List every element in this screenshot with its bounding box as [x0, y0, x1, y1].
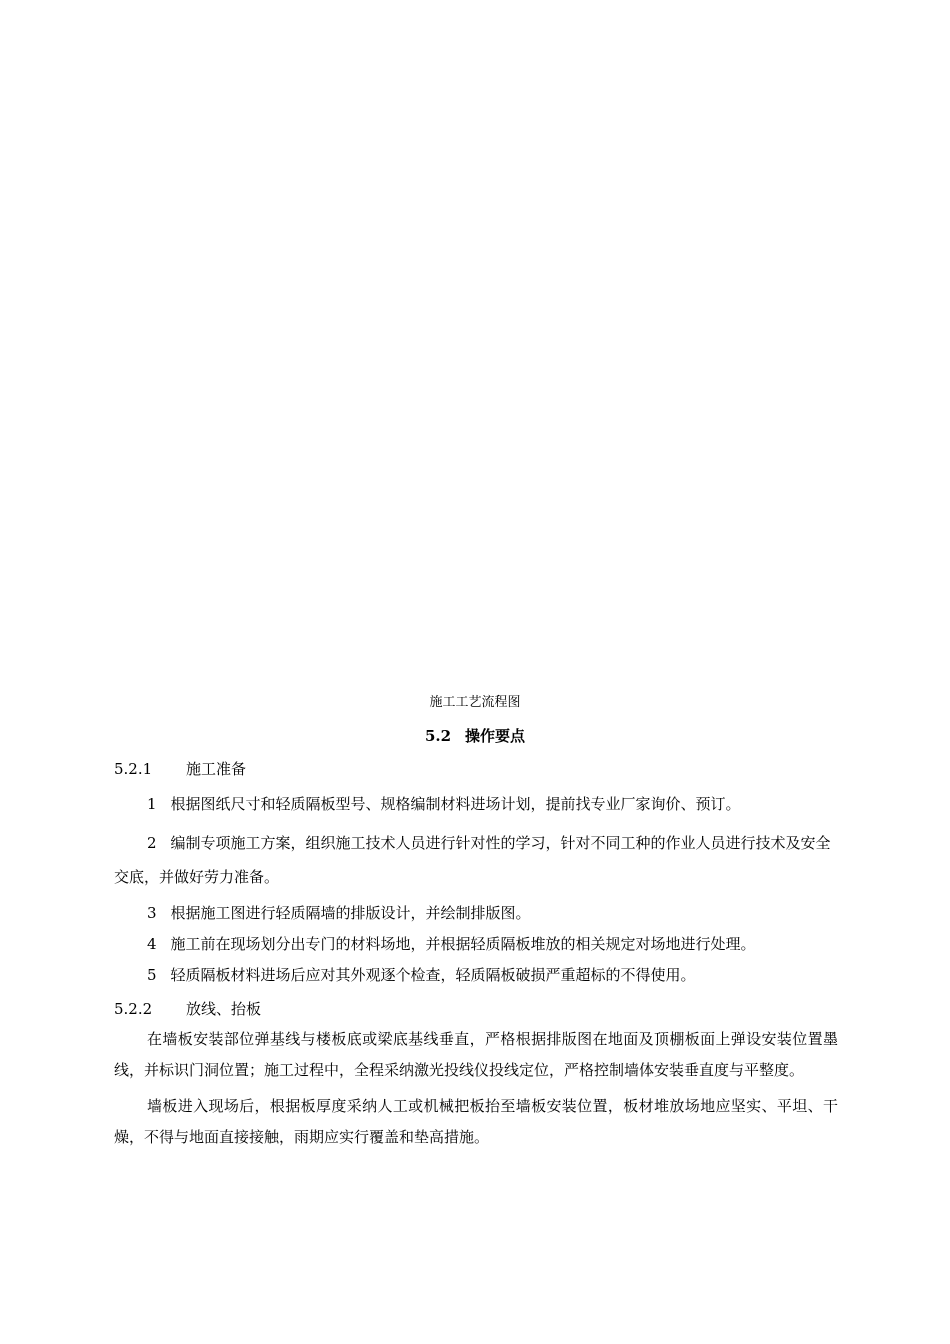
list-item — [114, 826, 838, 894]
subsection-title: 放线、抬板 — [186, 1000, 262, 1018]
list-item-text: 轻质隔板材料进场后应对其外观逐个检查，轻质隔板破损严重超标的不得使用。 — [170, 966, 696, 984]
subsection-5-2-2 — [114, 998, 838, 1153]
list-item — [114, 793, 838, 815]
list-item-text: 施工前在现场划分出专门的材料场地，并根据轻质隔板堆放的相关规定对场地进行处理。 — [170, 935, 756, 953]
body-paragraph: 墙板进入现场后，根据板厚度采纳人工或机械把板抬至墙板安装位置，板材堆放场地应坚实、平坦、干燥，不得与地面直接接触，雨期应实行覆盖和垫高措施。 — [114, 1097, 838, 1146]
list-item-number: 3 — [147, 904, 157, 922]
subsection-title: 施工准备 — [186, 760, 247, 778]
body-paragraph: 在墙板安装部位弹基线与楼板底或梁底基线垂直，严格根据排版图在地面及顶棚板面上弹设安装位置墨线，并标识门洞位置；施工过程中，全程采纳激光投线仪投线定位，严格控制墙体安装垂直度与平整度。 — [114, 1030, 838, 1079]
subsection-5-2-1 — [114, 758, 838, 986]
section-number: 5.2 — [424, 727, 452, 745]
list-item — [114, 964, 838, 986]
subsection-number: 5.2.1 — [114, 760, 153, 778]
flowchart-figure-area — [114, 40, 836, 680]
list-item-text: 根据施工图进行轻质隔墙的排版设计，并绘制排版图。 — [170, 904, 531, 922]
list-item-text: 根据图纸尺寸和轻质隔板型号、规格编制材料进场计划，提前找专业厂家询价、预订。 — [170, 795, 741, 813]
list-item-number: 2 — [147, 834, 157, 852]
section-title-text: 操作要点 — [465, 727, 526, 745]
figure-caption: 施工工艺流程图 — [429, 695, 521, 710]
subsection-heading — [114, 758, 838, 780]
list-item-number: 1 — [147, 795, 157, 813]
list-item-number: 4 — [147, 935, 157, 953]
list-item-text: 编制专项施工方案，组织施工技术人员进行针对性的学习，针对不同工种的作业人员进行技术及安全交底，并做好劳力准备。 — [114, 834, 831, 886]
section-heading — [0, 725, 950, 747]
list-item — [114, 902, 838, 924]
list-item-number: 5 — [147, 966, 157, 984]
list-item — [114, 933, 838, 955]
subsection-heading — [114, 998, 838, 1020]
subsection-number: 5.2.2 — [114, 1000, 153, 1018]
